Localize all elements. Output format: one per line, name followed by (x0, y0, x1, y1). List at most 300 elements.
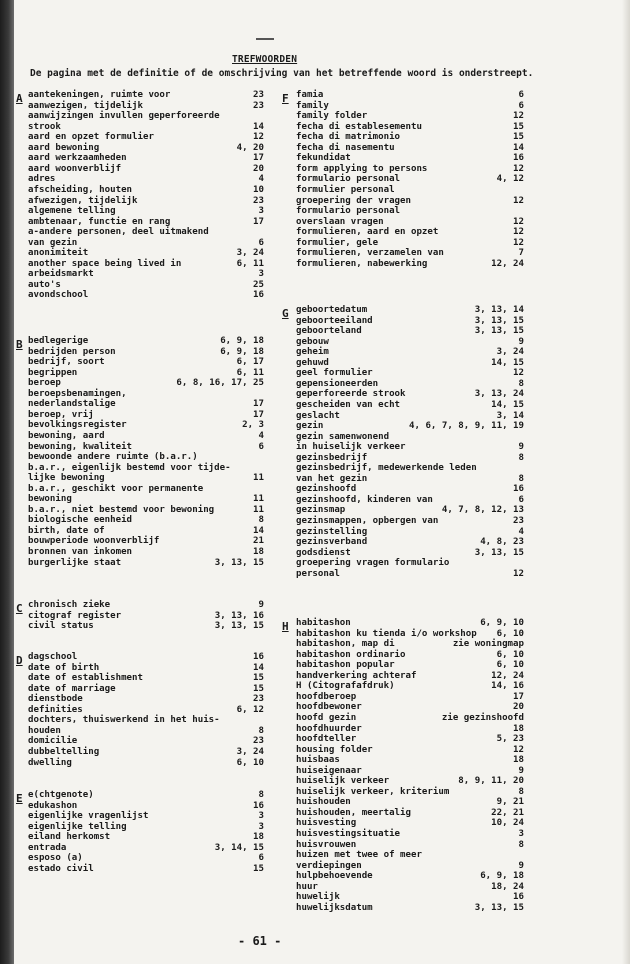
intro-text: De pagina met de definitie of de omschrijving van het betreffende woord is onderstreept. (30, 68, 534, 79)
section-letter: A (16, 92, 23, 105)
entry-pages: 14, 16 (491, 681, 524, 692)
index-entry (28, 505, 264, 515)
index-entry (296, 421, 524, 431)
binder-edge (0, 0, 14, 964)
entry-pages: 3 (258, 811, 264, 822)
entry-pages: 3, 13, 15 (214, 621, 264, 632)
entry-pages: 3, 13, 15 (214, 557, 264, 568)
entry-pages: 6 (518, 100, 524, 111)
entry-term: bewoning (28, 494, 72, 505)
top-mark (256, 38, 274, 40)
entry-term: gezinshoofd, kinderen van (296, 494, 433, 505)
entry-pages: 3, 13, 16 (214, 610, 264, 621)
entry-term: verdiepingen (296, 860, 362, 871)
index-entry (28, 122, 264, 132)
entry-pages: 6, 11 (236, 258, 264, 269)
entry-term: huishouden, meertalig (296, 807, 411, 818)
entry-term: habitashon, map di (296, 639, 395, 650)
index-entry (28, 280, 264, 290)
entry-term: huisvrouwen (296, 839, 357, 850)
entry-term: gescheiden van echt (296, 399, 401, 410)
index-entry (28, 526, 264, 536)
entry-term: aard en opzet formulier (28, 132, 154, 143)
entry-pages: 14, 15 (491, 399, 524, 410)
entry-term: huizen met twee of meer (296, 850, 422, 861)
index-entry (296, 681, 524, 691)
entry-pages: 8 (518, 839, 524, 850)
page-number: - 61 - (238, 934, 282, 948)
entry-pages: zie woningmap (452, 639, 524, 650)
index-entry (28, 111, 264, 121)
entry-term: algemene telling (28, 206, 116, 217)
index-entry (296, 495, 524, 505)
entry-pages: 20 (513, 702, 524, 713)
entry-pages: 3, 13, 15 (474, 326, 524, 337)
index-entry (28, 853, 264, 863)
index-entry (296, 660, 524, 670)
entry-term: date of marriage (28, 683, 116, 694)
entry-term: burgerlijke staat (28, 557, 122, 568)
entry-term: huishouden (296, 797, 351, 808)
entry-term: aantekeningen, ruimte voor (28, 90, 171, 100)
entry-term: arbeidsmarkt (28, 269, 94, 280)
entry-pages: 9 (518, 336, 524, 347)
index-entry (28, 600, 264, 610)
entry-term: hoofdhuurder (296, 723, 362, 734)
entry-pages: 6, 9, 18 (480, 871, 524, 882)
entry-term: edukashon (28, 800, 78, 811)
entry-pages: 4, 7, 8, 12, 13 (441, 505, 524, 516)
index-entry (296, 537, 524, 547)
index-entry (296, 358, 524, 368)
entry-term: strook (28, 121, 61, 132)
entry-term: fecha di establesementu (296, 121, 422, 132)
index-entry (28, 259, 264, 269)
index-entry (28, 153, 264, 163)
entry-pages: 4 (518, 526, 524, 537)
index-entry (296, 196, 524, 206)
entry-term: auto's (28, 279, 61, 290)
entry-term: handverkering achteraf (296, 670, 417, 681)
entry-term: dwelling (28, 757, 72, 768)
entry-term: b.a.r., niet bestemd voor bewoning (28, 504, 215, 515)
entry-pages: 7 (518, 248, 524, 259)
index-entry (296, 871, 524, 881)
index-entry (296, 217, 524, 227)
index-entry (28, 611, 264, 621)
entry-pages: 3, 13, 15 (474, 902, 524, 913)
entry-pages: 6 (258, 441, 264, 452)
entry-term: in huiselijk verkeer (296, 442, 406, 453)
entry-term: formulier personal (296, 184, 395, 195)
entry-term: beroep, vrij (28, 409, 94, 420)
index-entry (296, 122, 524, 132)
entry-pages: 12 (513, 744, 524, 755)
entry-term: begrippen (28, 367, 78, 378)
index-entry (28, 420, 264, 430)
entry-pages: 14 (253, 121, 264, 132)
entry-term: gezinsmap (296, 505, 346, 516)
index-entry (296, 787, 524, 797)
index-entry (28, 238, 264, 248)
entry-pages: 17 (253, 409, 264, 420)
page-title: TREFWOORDEN (232, 54, 298, 65)
entry-term: eigenlijke vragenlijst (28, 811, 149, 822)
index-entry (28, 336, 264, 346)
entry-pages: 8 (518, 452, 524, 463)
entry-pages: 4, 12 (496, 174, 524, 185)
entry-term: huiseigenaar (296, 765, 362, 776)
entry-term: famia (296, 90, 324, 100)
index-entry (296, 248, 524, 258)
entry-term: personal (296, 568, 340, 579)
entry-pages: 12 (513, 111, 524, 122)
index-entry (296, 527, 524, 537)
index-entry (296, 474, 524, 484)
entry-term: aanwezigen, tijdelijk (28, 100, 143, 111)
entry-pages: 4, 20 (236, 142, 264, 153)
index-entry (296, 808, 524, 818)
entry-pages: 6 (518, 90, 524, 100)
entry-term: geboorteeiland (296, 315, 373, 326)
entry-pages: 22, 21 (491, 807, 524, 818)
index-entry (28, 663, 264, 673)
index-entry (296, 132, 524, 142)
index-entry (28, 399, 264, 409)
index-entry (296, 882, 524, 892)
entry-term: huur (296, 881, 318, 892)
index-entry (296, 671, 524, 681)
entry-term: geboortedatum (296, 305, 368, 315)
entry-term: adres (28, 174, 56, 185)
entry-pages: 11 (253, 504, 264, 515)
entry-term: date of birth (28, 662, 100, 673)
index-entry (296, 453, 524, 463)
index-entry (28, 227, 264, 237)
entry-pages: 8, 9, 11, 20 (458, 776, 524, 787)
entry-term: formulier, gele (296, 237, 379, 248)
index-entry (28, 452, 264, 462)
index-entry (28, 843, 264, 853)
entry-term: gezin samenwonend (296, 431, 390, 442)
entry-term: gezinshoofd (296, 484, 357, 495)
entry-term: family (296, 100, 329, 111)
index-entry (28, 558, 264, 568)
entry-pages: 3, 24 (236, 248, 264, 259)
entry-pages: 18 (253, 832, 264, 843)
entry-term: another space being lived in (28, 258, 182, 269)
index-entry (296, 238, 524, 248)
entry-term: nederlandstalige (28, 399, 116, 410)
entry-term: aard bewoning (28, 142, 100, 153)
entry-term: formulario personal (296, 206, 401, 217)
entry-pages: 6, 10 (496, 628, 524, 639)
index-entry (296, 347, 524, 357)
entry-pages: 12 (253, 132, 264, 143)
index-entry (296, 305, 524, 315)
entry-pages: 15 (253, 683, 264, 694)
index-entry (28, 515, 264, 525)
entry-term: hoofdberoep (296, 691, 357, 702)
entry-term: huisvesting (296, 818, 357, 829)
entry-term: hoofd gezin (296, 712, 357, 723)
entry-term: habitashon (296, 618, 351, 628)
entry-pages: 14 (513, 142, 524, 153)
index-entry (296, 227, 524, 237)
index-entry (28, 368, 264, 378)
index-entry (28, 494, 264, 504)
entry-term: b.a.r., geschikt voor permanente (28, 483, 204, 494)
entry-term: bouwperiode woonverblijf (28, 536, 160, 547)
entry-term: form applying to persons (296, 163, 428, 174)
entry-term: bevolkingsregister (28, 420, 127, 431)
entry-pages: 8 (258, 515, 264, 526)
index-entry (28, 164, 264, 174)
entry-pages: 18, 24 (491, 881, 524, 892)
entry-term: huisbaas (296, 755, 340, 766)
index-entry (28, 431, 264, 441)
section-letter: C (16, 602, 23, 615)
entry-term: eigenlijke telling (28, 821, 127, 832)
index-entry (296, 692, 524, 702)
index-entry (28, 442, 264, 452)
entry-term: formulario personal (296, 174, 401, 185)
index-entry (296, 755, 524, 765)
index-entry (28, 90, 264, 100)
entry-pages: 9 (518, 765, 524, 776)
entry-pages: 12, 24 (491, 670, 524, 681)
index-entry (28, 196, 264, 206)
index-entry (28, 547, 264, 557)
index-entry (28, 217, 264, 227)
entry-term: huiselijk verkeer (296, 776, 390, 787)
entry-pages: 6, 9, 18 (220, 336, 264, 346)
entry-pages: 9 (518, 860, 524, 871)
entry-pages: 18 (513, 755, 524, 766)
entry-term: groepering der vragen (296, 195, 411, 206)
index-entry (28, 248, 264, 258)
entry-term: gehuwd (296, 357, 329, 368)
entry-term: formulieren, aard en opzet (296, 227, 439, 238)
index-entry (296, 713, 524, 723)
entry-pages: 12 (513, 195, 524, 206)
entry-pages: 15 (513, 132, 524, 143)
entry-term: habitashon ordinario (296, 649, 406, 660)
entry-term: godsdienst (296, 547, 351, 558)
entry-pages: 3 (518, 829, 524, 839)
index-entry (28, 864, 264, 874)
entry-pages: 12, 24 (491, 258, 524, 269)
entry-pages: 10, 24 (491, 818, 524, 829)
entry-term: bewoonde andere ruimte (b.a.r.) (28, 452, 198, 463)
entry-term: biologische eenheid (28, 515, 133, 526)
section-letter: G (282, 307, 289, 320)
entry-term: H (Citografafdruk) (296, 681, 395, 692)
entry-term: bedlegerige (28, 336, 89, 346)
entry-pages: 17 (513, 691, 524, 702)
entry-pages: 21 (253, 536, 264, 547)
entry-term: dagschool (28, 652, 78, 662)
entry-pages: 12 (513, 163, 524, 174)
index-entry (296, 174, 524, 184)
index-entry (296, 734, 524, 744)
index-entry (296, 442, 524, 452)
index-entry (28, 536, 264, 546)
index-entry (28, 758, 264, 768)
entry-term: esposo (a) (28, 853, 83, 864)
entry-term: estado civil (28, 863, 94, 874)
index-entry (296, 745, 524, 755)
entry-term: gezin (296, 421, 324, 432)
entry-term: aard woonverblijf (28, 163, 122, 174)
index-entry (296, 337, 524, 347)
index-entry (296, 484, 524, 494)
index-entry (296, 724, 524, 734)
entry-pages: 17 (253, 153, 264, 164)
entry-term: ambtenaar, functie en rang (28, 216, 171, 227)
entry-pages: 16 (253, 290, 264, 301)
entry-pages: 8 (518, 473, 524, 484)
entry-term: huwelijk (296, 892, 340, 903)
entry-pages: 23 (513, 516, 524, 526)
index-entry (296, 569, 524, 579)
entry-term: habitashon popular (296, 660, 395, 671)
index-entry (28, 726, 264, 736)
index-entry (296, 850, 524, 860)
entry-pages: 3, 14 (496, 410, 524, 421)
entry-term: fekundidat (296, 153, 351, 164)
entry-pages: 11 (253, 494, 264, 505)
entry-term: date of establishment (28, 673, 143, 684)
index-entry (296, 153, 524, 163)
entry-term: gezinsbedrijf (296, 452, 368, 463)
entry-term: dienstbode (28, 694, 83, 705)
entry-pages: 6, 11 (236, 367, 264, 378)
entry-pages: 15 (513, 121, 524, 132)
index-entry (296, 368, 524, 378)
entry-term: domicilie (28, 736, 78, 747)
entry-pages: 16 (513, 892, 524, 903)
entry-pages: 3, 24 (496, 347, 524, 358)
entry-pages: 17 (253, 216, 264, 227)
entry-pages: 9 (518, 442, 524, 453)
entry-term: a-andere personen, deel uitmakend (28, 227, 209, 238)
index-entry (296, 164, 524, 174)
entry-term: formulieren, verzamelen van (296, 248, 444, 259)
entry-pages: 6, 9, 10 (480, 618, 524, 628)
index-entry (28, 269, 264, 279)
entry-pages: 8 (518, 786, 524, 797)
index-entry (28, 715, 264, 725)
index-entry (28, 747, 264, 757)
entry-term: huiselijk verkeer, kriterium (296, 786, 450, 797)
entry-term: habitashon ku tienda i/o workshop (296, 628, 477, 639)
entry-term: overslaan vragen (296, 216, 384, 227)
entry-pages: 3, 13, 14 (474, 305, 524, 315)
entry-term: hulpbehoevende (296, 871, 373, 882)
index-entry (296, 629, 524, 639)
entry-pages: 8 (518, 378, 524, 389)
entry-pages: 18 (513, 723, 524, 734)
entry-pages: zie gezinshoofd (441, 712, 524, 723)
entry-pages: 3, 13, 15 (474, 315, 524, 326)
entry-term: gepensioneerden (296, 378, 379, 389)
index-entry (28, 736, 264, 746)
index-entry (296, 829, 524, 839)
index-entry (28, 389, 264, 399)
entry-term: birth, date of (28, 525, 105, 536)
index-entry (28, 206, 264, 216)
entry-term: fecha di matrimonio (296, 132, 401, 143)
entry-term: definities (28, 704, 83, 715)
index-entry (296, 111, 524, 121)
index-entry (296, 558, 524, 568)
index-entry (28, 694, 264, 704)
entry-term: fecha di nasementu (296, 142, 395, 153)
index-entry (296, 766, 524, 776)
entry-pages: 6, 9, 18 (220, 346, 264, 357)
entry-pages: 10 (253, 184, 264, 195)
index-entry (28, 347, 264, 357)
entry-pages: 12 (513, 237, 524, 248)
entry-pages: 3 (258, 821, 264, 832)
entry-pages: 6 (258, 237, 264, 248)
entry-pages: 3 (258, 206, 264, 217)
index-entry (296, 316, 524, 326)
section-letter: B (16, 338, 23, 351)
entry-term: afwezigen, tijdelijk (28, 195, 138, 206)
entry-pages: 15 (253, 673, 264, 684)
index-entry (296, 400, 524, 410)
index-entry (296, 463, 524, 473)
entry-term: beroep (28, 378, 61, 389)
index-entry (296, 206, 524, 216)
index-entry (28, 185, 264, 195)
entry-term: bedrijden person (28, 346, 116, 357)
section-letter: F (282, 92, 289, 105)
index-entry (28, 473, 264, 483)
entry-term: gebouw (296, 336, 329, 347)
entry-pages: 23 (253, 100, 264, 111)
entry-pages: 12 (513, 216, 524, 227)
entry-pages: 6, 8, 16, 17, 25 (176, 378, 264, 389)
index-entry (28, 822, 264, 832)
entry-term: gezinstelling (296, 526, 368, 537)
entry-pages: 16 (253, 800, 264, 811)
entry-pages: 3, 13, 15 (474, 547, 524, 558)
entry-term: geslacht (296, 410, 340, 421)
index-entry (28, 484, 264, 494)
index-entry (28, 621, 264, 631)
entry-pages: 14 (253, 525, 264, 536)
entry-pages: 17 (253, 399, 264, 410)
entry-pages: 12 (513, 568, 524, 579)
index-entry (296, 101, 524, 111)
index-entry (28, 143, 264, 153)
entry-pages: 8 (258, 790, 264, 800)
entry-term: eiland herkomst (28, 832, 111, 843)
entry-term: beroepsbenamingen, (28, 388, 127, 399)
entry-term: avondschool (28, 290, 89, 301)
entry-pages: 3 (258, 269, 264, 280)
entry-pages: 4, 6, 7, 8, 9, 11, 19 (409, 421, 524, 432)
index-entry (28, 290, 264, 300)
entry-pages: 4 (258, 174, 264, 185)
index-entry (296, 389, 524, 399)
section-letter: E (16, 792, 23, 805)
entry-term: huisvestingsituatie (296, 829, 401, 839)
entry-pages: 6, 10 (236, 757, 264, 768)
